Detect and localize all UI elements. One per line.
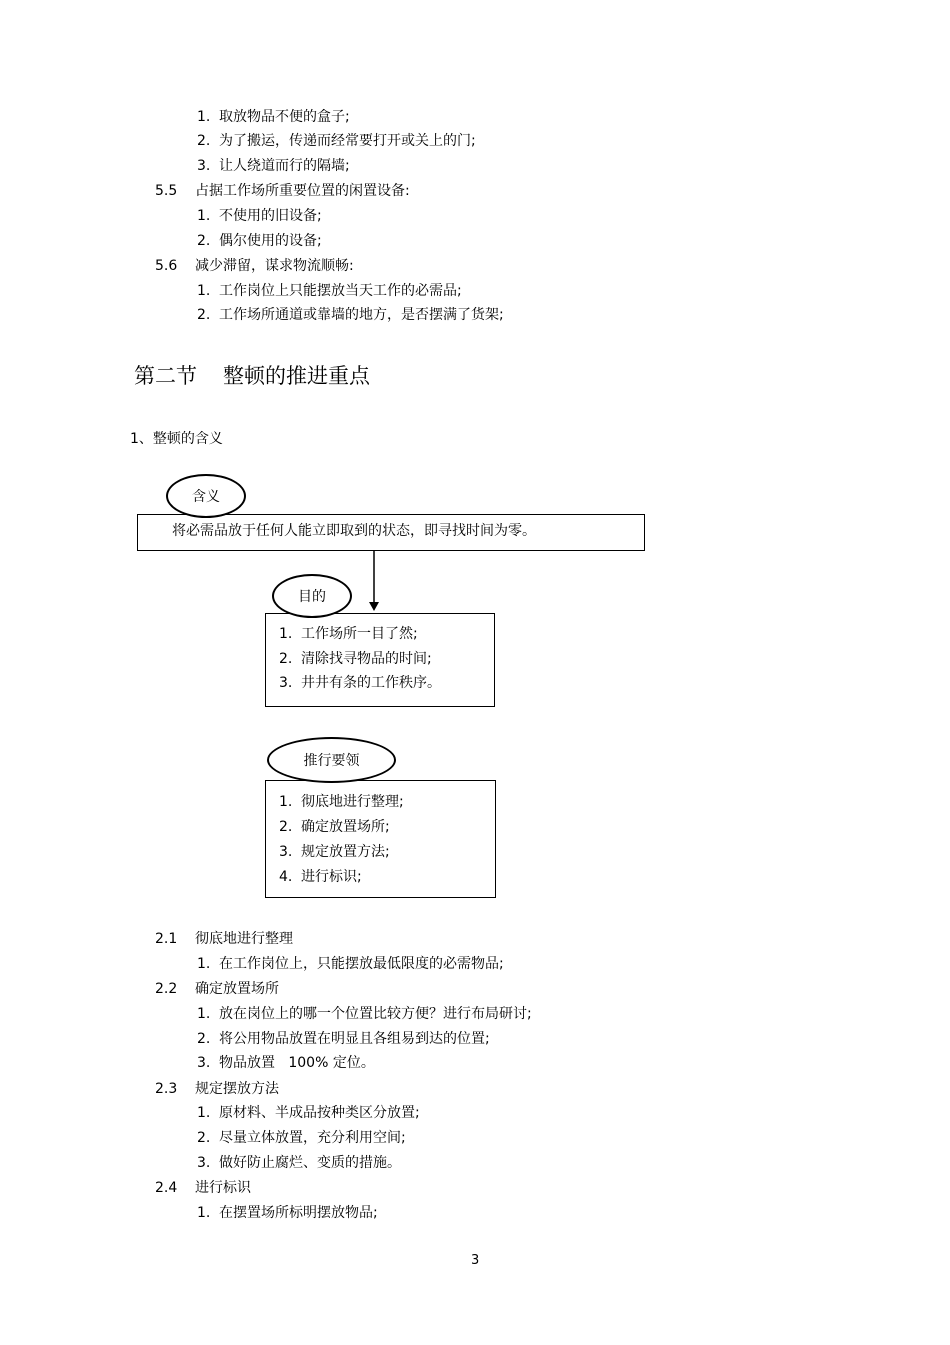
- list-item: 1. 放在岗位上的哪一个位置比较方便？进行布局研讨;: [197, 1006, 532, 1022]
- section-5-5: 5.5 占据工作场所重要位置的闲置设备:: [155, 183, 410, 199]
- list-item: 2. 尽量立体放置，充分利用空间;: [197, 1130, 406, 1146]
- list-item: 3. 做好防止腐烂、变质的措施。: [197, 1155, 401, 1171]
- purpose-label: 目的: [272, 574, 352, 618]
- list-item: 2. 偶尔使用的设备;: [197, 233, 322, 249]
- method-item: 4. 进行标识;: [279, 869, 362, 885]
- section-2-3: 2.3 规定摆放方法: [155, 1081, 279, 1097]
- section-heading: 第二节 整顿的推进重点: [134, 364, 370, 388]
- list-item: 3. 让人绕道而行的隔墙;: [197, 158, 350, 174]
- list-item: 1. 原材料、半成品按种类区分放置;: [197, 1105, 420, 1121]
- list-item: 3. 物品放置 100% 定位。: [197, 1055, 375, 1071]
- page-number: 3: [471, 1253, 480, 1268]
- list-item: 1. 在摆置场所标明摆放物品;: [197, 1205, 378, 1221]
- sub-heading: 1、整顿的含义: [130, 431, 223, 447]
- list-item: 1. 取放物品不便的盒子;: [197, 109, 350, 125]
- section-2-4: 2.4 进行标识: [155, 1180, 251, 1196]
- purpose-item: 1. 工作场所一目了然;: [279, 626, 418, 642]
- method-item: 1. 彻底地进行整理;: [279, 794, 404, 810]
- section-5-6: 5.6 减少滞留，谋求物流顺畅:: [155, 258, 354, 274]
- method-item: 2. 确定放置场所;: [279, 819, 390, 835]
- section-2-2: 2.2 确定放置场所: [155, 981, 279, 997]
- list-item: 1. 在工作岗位上，只能摆放最低限度的必需物品;: [197, 956, 504, 972]
- method-item: 3. 规定放置方法;: [279, 844, 390, 860]
- meaning-text: 将必需品放于任何人能立即取到的状态，即寻找时间为零。: [172, 523, 536, 539]
- meaning-label: 含义: [166, 474, 246, 518]
- list-item: 2. 工作场所通道或靠墙的地方，是否摆满了货架;: [197, 307, 504, 323]
- list-item: 1. 不使用的旧设备;: [197, 208, 322, 224]
- purpose-item: 3. 井井有条的工作秩序。: [279, 675, 441, 691]
- list-item: 1. 工作岗位上只能摆放当天工作的必需品;: [197, 283, 462, 299]
- list-item: 2. 将公用物品放置在明显且各组易到达的位置;: [197, 1031, 490, 1047]
- method-label: 推行要领: [267, 737, 396, 783]
- section-2-1: 2.1 彻底地进行整理: [155, 931, 293, 947]
- list-item: 2. 为了搬运，传递而经常要打开或关上的门;: [197, 133, 476, 149]
- purpose-item: 2. 清除找寻物品的时间;: [279, 651, 432, 667]
